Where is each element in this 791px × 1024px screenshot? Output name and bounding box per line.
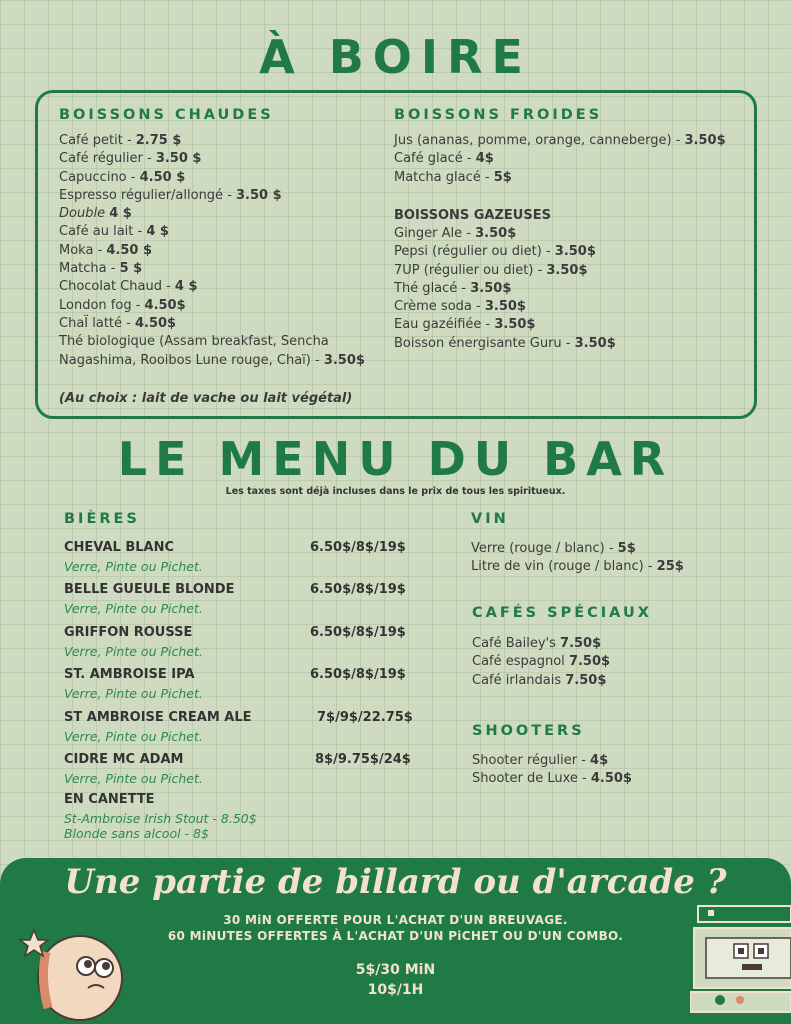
shooter-item [472,752,632,770]
special-coffee-item-price: 7.50$ [568,654,611,670]
hot-drink-item-price: 3.50 $ [236,187,282,203]
shooter-item [472,770,632,788]
hot-drink-item [59,150,365,168]
cold-drink-item-label: Matcha glacé - [394,169,494,185]
canette-heading: EN CANETTE [64,792,155,807]
hot-drink-item-price: 4 $ [174,279,198,295]
special-coffees-list [472,635,610,690]
hot-drink-item-price: 4.50 $ [139,169,186,185]
beer-format: Verre, Pinte ou Pichet. [64,644,203,659]
wine-item-label: Verre (rouge / blanc) - [471,541,618,556]
hot-drink-item-label: Thé biologique (Assam breakfast, Sencha [59,334,329,350]
hot-drink-item-label: Double [59,206,110,222]
arcade-machine-icon [690,900,791,1024]
soft-drink-item-price: 3.50$ [574,335,616,351]
cold-drink-item [394,132,726,150]
shooter-item-label: Shooter de Luxe - [472,771,591,787]
hot-drink-item-price: 3.50 $ [155,151,202,167]
soft-drink-item-price: 3.50$ [484,299,526,315]
wine-item [471,540,684,558]
soft-drink-item [394,280,616,298]
billiard-ball-icon [18,922,130,1024]
special-coffee-item-label: Café irlandais [472,672,566,688]
soft-drink-item-label: Boisson énergisante Guru - [394,335,575,351]
hot-drink-item-label: Café au lait - [59,224,147,240]
special-coffee-item [472,672,610,690]
hot-drink-item [59,169,365,187]
drinks-title: À BOIRE [259,30,532,84]
beer-price: 8$/9.75$/24$ [315,752,411,767]
footer-line-1: 30 MiN OFFERTE POUR L'ACHAT D'UN BREUVAGE. [223,913,568,927]
footer-line-2: 60 MiNUTES OFFERTES À L'ACHAT D'UN PiCHET OU D'UN COMBO. [167,929,624,943]
hot-drink-item-price: 4.50$ [144,297,186,313]
hot-drink-item-label: London fog - [59,297,145,313]
soft-drink-item [394,316,616,334]
hot-drinks-list [59,132,365,370]
soft-drink-item-label: Crème soda - [394,299,485,315]
beer-name: CHEVAL BLANC [64,540,175,555]
hot-drink-item-label: Café petit - [59,133,136,148]
special-coffee-item-label: Café Bailey's [472,636,561,651]
cold-drink-item [394,150,726,168]
hot-drink-item [59,352,365,370]
hot-drink-item-price: 3.50$ [323,352,365,368]
wine-item [471,558,684,576]
soft-drink-item-label: Thé glacé - [394,280,471,296]
hot-drink-item [59,205,365,223]
beer-name: ST AMBROISE CREAM ALE [64,710,252,725]
hot-drink-item-label: Espresso régulier/allongé - [59,187,237,203]
shooter-item-label: Shooter régulier - [472,753,591,768]
hot-drink-item [59,187,365,205]
soft-drink-item [394,243,616,261]
beer-format: Verre, Pinte ou Pichet. [64,559,203,574]
special-coffee-item-label: Café espagnol [472,654,569,670]
cold-drink-item-price: 4$ [475,151,494,167]
special-coffee-item [472,653,610,671]
hot-drink-item-label: Capuccino - [59,169,140,185]
hot-drink-item [59,333,365,351]
beer-name: CIDRE MC ADAM [64,752,184,767]
cold-drinks-heading: BOISSONS FROIDES [394,107,603,123]
hot-drink-item-label: Café régulier - [59,151,156,167]
hot-drink-item [59,297,365,315]
soft-drinks-heading: BOISSONS GAZEUSES [394,208,551,223]
beer-price: 6.50$/8$/19$ [310,540,406,555]
soft-drink-item-label: 7UP (régulier ou diet) - [394,262,547,278]
canette-item: Blonde sans alcool - 8$ [64,826,209,841]
beer-price: 6.50$/8$/19$ [310,625,406,640]
hot-drink-item-label: Moka - [59,242,107,258]
beer-format: Verre, Pinte ou Pichet. [64,729,203,744]
footer-price-1: 5$/30 MiN [355,962,436,978]
shooter-item-price: 4.50$ [590,771,632,787]
soft-drink-item [394,262,616,280]
cold-drinks-list [394,132,726,187]
special-coffee-item-price: 7.50$ [565,672,607,688]
wine-item-label: Litre de vin (rouge / blanc) - [471,559,657,575]
cold-drink-item-label: Jus (ananas, pomme, orange, canneberge) - [394,133,685,148]
milk-choice-note: (Au choix : lait de vache ou lait végétal) [59,391,353,406]
beer-name: GRIFFON ROUSSE [64,625,193,640]
soft-drink-item [394,335,616,353]
special-coffees-heading: CAFÉS SPÉCIAUX [472,605,652,621]
shooters-list [472,752,632,789]
beer-name: BELLE GUEULE BLONDE [64,582,235,597]
hot-drink-item-label: Matcha - [59,261,120,277]
wine-item-price: 25$ [656,559,684,575]
shooters-heading: SHOOTERS [472,723,585,739]
shooter-item-price: 4$ [590,753,609,768]
hot-drink-item-price: 5 $ [119,261,143,277]
wine-heading: VIN [471,511,509,527]
soft-drink-item [394,225,616,243]
hot-drink-item [59,315,365,333]
beer-format: Verre, Pinte ou Pichet. [64,686,203,701]
cold-drink-item-price: 3.50$ [684,133,726,148]
soft-drink-item-label: Ginger Ale - [394,226,476,241]
hot-drink-item-label: Nagashima, Rooibos Lune rouge, Chaï) - [59,352,324,368]
hot-drink-item-price: 4 $ [146,224,169,240]
hot-drink-item-price: 2.75 $ [135,133,182,148]
cold-drink-item [394,169,726,187]
tax-note: Les taxes sont déjà incluses dans le prix de tous les spiritueux. [225,486,566,497]
beer-price: 6.50$/8$/19$ [310,582,406,597]
hot-drinks-heading: BOISSONS CHAUDES [59,107,274,123]
special-coffee-item-price: 7.50$ [560,636,602,651]
beer-price: 6.50$/8$/19$ [310,667,406,682]
wine-item-price: 5$ [617,541,636,556]
hot-drink-item-label: ChaÏ latté - [59,315,135,331]
soft-drink-item-price: 3.50$ [554,244,596,260]
soft-drink-item-label: Eau gazéifiée - [394,317,495,333]
hot-drink-item-price: 4 $ [109,206,132,222]
beer-format: Verre, Pinte ou Pichet. [64,601,203,616]
cold-drink-item-price: 5$ [493,169,512,185]
footer-price-2: 10$/1H [367,982,424,998]
canette-item: St-Ambroise Irish Stout - 8.50$ [64,811,257,826]
soft-drink-item-price: 3.50$ [475,226,517,241]
hot-drink-item-label: Chocolat Chaud - [59,279,175,295]
beer-price: 7$/9$/22.75$ [317,710,413,725]
cold-drink-item-label: Café glacé - [394,151,476,167]
soft-drink-item-price: 3.50$ [546,262,588,278]
hot-drink-item-price: 4.50 $ [106,242,153,258]
soft-drink-item-price: 3.50$ [494,317,536,333]
hot-drink-item [59,223,365,241]
beer-name: ST. AMBROISE IPA [64,667,195,682]
soft-drink-item [394,298,616,316]
hot-drink-item [59,260,365,278]
hot-drink-item [59,278,365,296]
special-coffee-item [472,635,610,653]
beer-format: Verre, Pinte ou Pichet. [64,771,203,786]
hot-drink-item [59,242,365,260]
hot-drink-item-price: 4.50$ [134,315,177,331]
soft-drink-item-label: Pepsi (régulier ou diet) - [394,244,555,260]
soft-drinks-list [394,225,616,353]
bar-menu-title: LE MENU DU BAR [117,432,674,486]
hot-drink-item [59,132,365,150]
soft-drink-item-price: 3.50$ [470,280,512,296]
wine-list [471,540,684,577]
footer-title: Une partie de billard ou d'arcade ? [64,862,727,902]
beers-heading: BIÈRES [64,511,140,527]
